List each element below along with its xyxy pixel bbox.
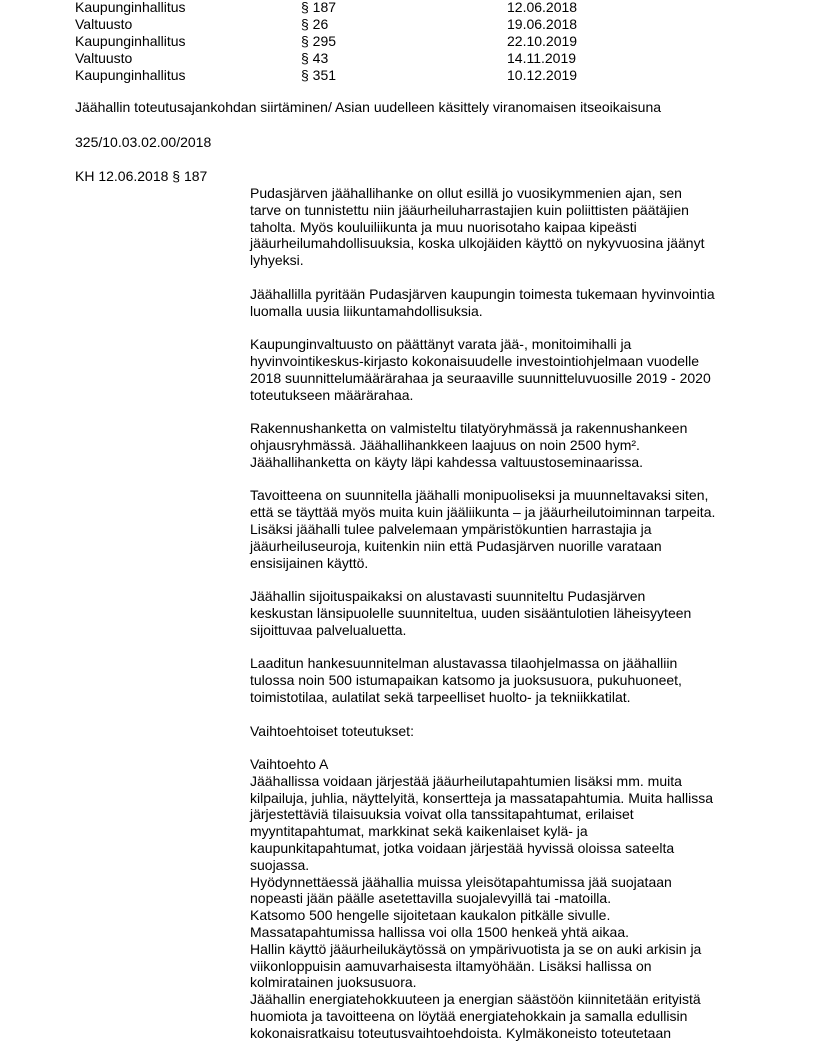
paragraph: Kaupunginvaltuusto on päättänyt varata jää-, monitoimihalli ja hyvinvointikeskus-kirjasto kokonaisuudelle investointiohjelmaan vuodelle 2018 suunnittelumäärärahaa ja seuraaville suunnitteluvuosille 2019 - 2020 toteutukseen määrärahaa. — [250, 336, 711, 403]
history-section: § 26 — [301, 16, 329, 32]
paragraph: Tavoitteena on suunnitella jäähalli monipuoliseksi ja muunneltavaksi siten, että se täyttää myös muita kuin jääliikunta – ja jääurheilutoiminnan tarpeita. Lisäksi jäähalli tulee palvelemaan ympäristökuntien harrastajia ja jääurheiluseuroja, kuitenkin niin että Pudasjärven nuorille varataan ensisijainen käyttö. — [250, 487, 716, 571]
history-section: § 351 — [301, 67, 337, 83]
meeting-reference: KH 12.06.2018 § 187 — [75, 168, 208, 184]
history-date: 14.11.2019 — [507, 50, 577, 66]
history-date: 19.06.2018 — [507, 16, 578, 32]
paragraph: Pudasjärven jäähallihanke on ollut esillä jo vuosikymmenien ajan, sen tarve on tunnistettu niin jääurheiluharrastajien kuin poliittisten päätäjien taholta. Myös kouluiliikunta ja muu nuorisotaho kaipaa kipeästi jääurheilumahdollisuuksia, koska ulkojäiden käyttö on nykyvuosina jäänyt lyhyeksi. — [250, 185, 705, 269]
history-date: 22.10.2019 — [507, 33, 578, 49]
history-body: Kaupunginhallitus — [75, 33, 186, 49]
history-body: Kaupunginhallitus — [75, 0, 186, 15]
paragraph: Laaditun hankesuunnitelman alustavassa tilaohjelmassa on jäähalliin tulossa noin 500 istumapaikan katsomo ja juoksusuora, pukuhuoneet, toimistotilaa, aulatilat sekä tarpeelliset huolto- ja tekniikkatilat. — [250, 655, 682, 705]
history-body: Valtuusto — [75, 50, 133, 66]
history-section: § 295 — [301, 33, 337, 49]
history-body: Valtuusto — [75, 16, 133, 32]
agenda-subject: Jäähallin toteutusajankohdan siirtäminen/ Asian uudelleen käsittely viranomaisen itseoikaisuna — [75, 99, 662, 115]
paragraph: Jäähallin sijoituspaikaksi on alustavasti suunniteltu Pudasjärven keskustan länsipuolelle suunniteltua, uuden sisääntulotien läheisyyteen sijoittuvaa palvelualuetta. — [250, 588, 692, 638]
paragraph: Vaihtoehtoiset toteutukset: — [250, 722, 414, 739]
history-section: § 43 — [301, 50, 329, 66]
history-date: 10.12.2019 — [507, 67, 578, 83]
paragraph-option-a: Vaihtoehto A Jäähallissa voidaan järjestää jääurheilutapahtumien lisäksi mm. muita kilpailuja, juhlia, näyttelyitä, konsertteja ja massatapahtumia. Muita hallissa järjestettäviä tilaisuuksia voivat olla tanssitapahtumat, erilaiset myyntitapahtumat, markkinat sekä kaikenlaiset kylä- ja kaupunkitapahtumat, jotka voidaan järjestää hyvissä oloissa sateelta suojassa. Hyödynnettäessä jäähallia muissa yleisötapahtumissa jää suojataan nopeasti jään päälle asetettavilla suojalevyillä tai -matoilla. Katsomo 500 hengelle sijoitetaan kaukalon pitkälle sivulle. Massatapahtumissa hallissa voi olla 1500 henkeä yhtä aikaa. Hallin käyttö jääurheilukäytössä on ympärivuotista ja se on auki arkisin ja viikonloppuisin aamuvarhaisesta iltamyöhään. Lisäksi hallissa on kolmiratainen juoksusuora. Jäähallin energiatehokkuuteen ja energian säästöön kiinnitetään erityistä huomiota ja tavoitteena on löytää energiatehokkain ja samalla edullisin kokonaisratkaisu toteutusvaihtoehdoista. Kylmäkoneisto toteutetaan — [250, 756, 714, 1041]
paragraph: Rakennushanketta on valmisteltu tilatyöryhmässä ja rakennushankeen ohjausryhmässä. Jäähallihankkeen laajuus on noin 2500 hym². Jäähallihanketta on käyty läpi kahdessa valtuustoseminaarissa. — [250, 420, 688, 470]
history-body: Kaupunginhallitus — [75, 67, 186, 83]
paragraph: Jäähallilla pyritään Pudasjärven kaupungin toimesta tukemaan hyvinvointia luomalla uusia liikuntamahdollisuksia. — [250, 285, 715, 319]
body-text — [250, 185, 750, 1042]
history-section: § 187 — [301, 0, 337, 15]
history-date: 12.06.2018 — [507, 0, 578, 15]
diary-number: 325/10.03.02.00/2018 — [75, 134, 212, 150]
